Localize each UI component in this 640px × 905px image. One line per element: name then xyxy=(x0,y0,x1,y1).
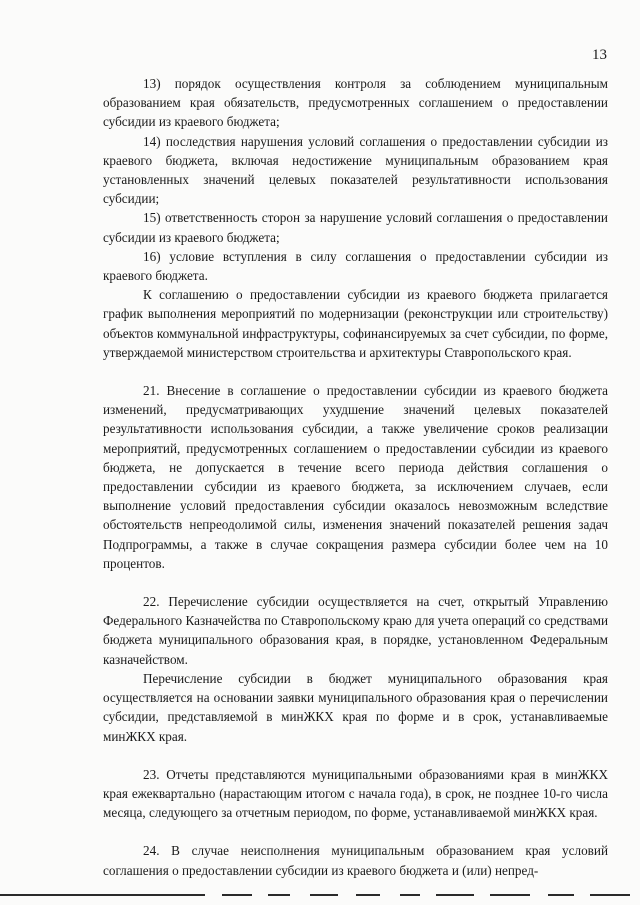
paragraph-transfer: Перечисление субсидии в бюджет муниципального образования края осуществляется на основании заявки муниципального образования края о перечислении субсидии, представляемой в минЖКХ края по форме и в срок, устанавливаемые минЖКХ края. xyxy=(103,670,608,744)
paragraph-clause-24: 24. В случае неисполнения муниципальным образованием края условий соглашения о предоставлении субсидии из краевого бюджета и (или) непред- xyxy=(103,843,608,878)
paragraph-clause-21: 21. Внесение в соглашение о предоставлении субсидии из краевого бюджета изменений, предусматривающих ухудшение значений целевых показателей результативности использования субсидии, а также увеличение сроков реализации мероприятий, предусмотренных соглашением о предоставлении субсидии из краевого бюджета, не допускается в течение всего периода действия соглашения о предоставлении субсидии из краевого бюджета, за исключением случаев, если выполнение условий предоставления субсидии оказалось невозможным вследствие обстоятельств непреодолимой силы, изменения значений показателей решения задач Подпрограммы, а также в случае сокращения размера субсидии более чем на 10 процентов. xyxy=(103,383,608,571)
paragraph-schedule: К соглашению о предоставлении субсидии из краевого бюджета прилагается график выполнения мероприятий по модернизации (реконструкции или строительству) объектов коммунальной инфраструктуры, софинансируемых за счет субсидии, по форме, утверждаемой министерством строительства и архитектуры Ставропольского края. xyxy=(103,287,608,360)
paragraph-item-13: 13) порядок осуществления контроля за соблюдением муниципальным образованием края обязательств, предусмотренных соглашением о предоставлении субсидии из краевого бюджета; xyxy=(103,76,608,130)
paragraph-item-16: 16) условие вступления в силу соглашения о предоставлении субсидии из краевого бюджета. xyxy=(103,248,608,284)
paragraph-item-15: 15) ответственность сторон за нарушение условий соглашения о предоставлении субсидии из краевого бюджета; xyxy=(103,210,608,245)
paragraph-clause-23: 23. Отчеты представляются муниципальными образованиями края в минЖКХ края ежеквартально (нарастающим итогом с начала года), в срок, не позднее 10-го числа месяца, следующего за отчетным периодом, по форме, устанавливаемой минЖКХ края. xyxy=(103,766,608,821)
paragraph-clause-22: 22. Перечисление субсидии осуществляется на счет, открытый Управлению Федерального Казначейства по Ставропольскому краю для учета операций со средствами бюджета муниципального образования края, в порядке, установленном Федеральным казначейством. xyxy=(103,594,608,667)
document-body xyxy=(103,74,608,880)
page-number: 13 xyxy=(592,47,607,63)
paragraph-item-14: 14) последствия нарушения условий соглашения о предоставлении субсидии из краевого бюджета, включая недостижение муниципальным образованием края установленных значений целевых показателей результативности использования субсидии; xyxy=(103,133,608,207)
scan-edge-marks xyxy=(0,892,640,898)
